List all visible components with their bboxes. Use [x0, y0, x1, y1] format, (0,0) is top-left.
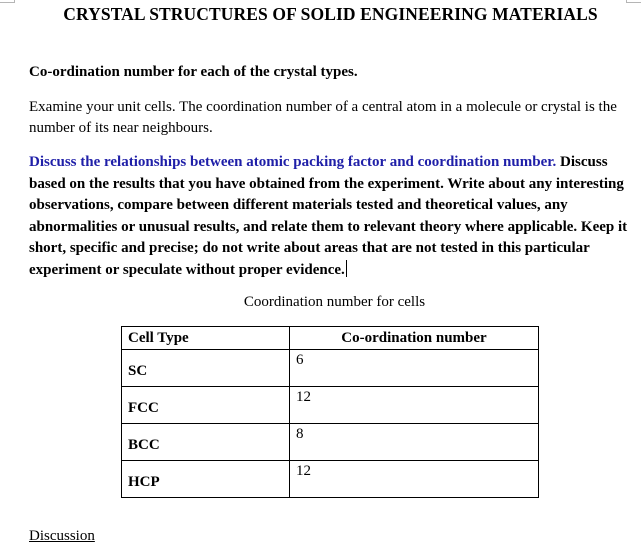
page-corner-mark-right [626, 0, 641, 3]
table-row [122, 350, 539, 387]
page-corner-mark-left [0, 0, 15, 3]
coordination-number-cell[interactable]: 12 [290, 387, 539, 424]
coordination-number-table [121, 326, 539, 498]
intro-paragraph[interactable]: Examine your unit cells. The coordination number of a central atom in a molecule or crystal is the number of its near neighbours. [29, 99, 617, 136]
cell-type-cell[interactable] [122, 424, 290, 461]
instructions-body: Discuss based on the results that you have obtained from the experiment. Write about any interesting observations, compare between different materials tested and theoretical values, any abnormalities or unusual results, and relate them to relevant theory where applicable. Keep it short, specific and precise; do not write about areas that are not tested in this particular experiment or speculate without proper evidence. [29, 154, 628, 278]
coordination-number-cell[interactable]: 6 [290, 350, 539, 387]
table-row [122, 461, 539, 498]
section-subheading: Co-ordination number for each of the crystal types. [29, 64, 358, 80]
text-cursor [346, 260, 347, 277]
coordination-number-cell[interactable]: 12 [290, 461, 539, 498]
cell-type-cell[interactable] [122, 461, 290, 498]
cell-type-text: BCC [128, 436, 160, 453]
discussion-heading: Discussion [29, 528, 95, 544]
cell-type-text: HCP [128, 473, 160, 490]
cell-type-text: FCC [128, 399, 159, 416]
table-header-row [122, 327, 539, 350]
table-row [122, 424, 539, 461]
table-caption: Coordination number for cells [243, 294, 426, 310]
instructions-highlight: Discuss the relationships between atomic packing factor and coordination number. [29, 154, 557, 170]
instructions-paragraph[interactable] [29, 152, 635, 281]
header-cell-type: Cell Type [122, 327, 290, 350]
coordination-number-cell[interactable]: 8 [290, 424, 539, 461]
document-title: CRYSTAL STRUCTURES OF SOLID ENGINEERING MATERIALS [63, 4, 598, 24]
cell-type-text: SC [128, 362, 148, 379]
cell-type-cell[interactable] [122, 350, 290, 387]
header-coordination-number: Co-ordination number [290, 327, 539, 350]
cell-type-cell[interactable] [122, 387, 290, 424]
table-row [122, 387, 539, 424]
